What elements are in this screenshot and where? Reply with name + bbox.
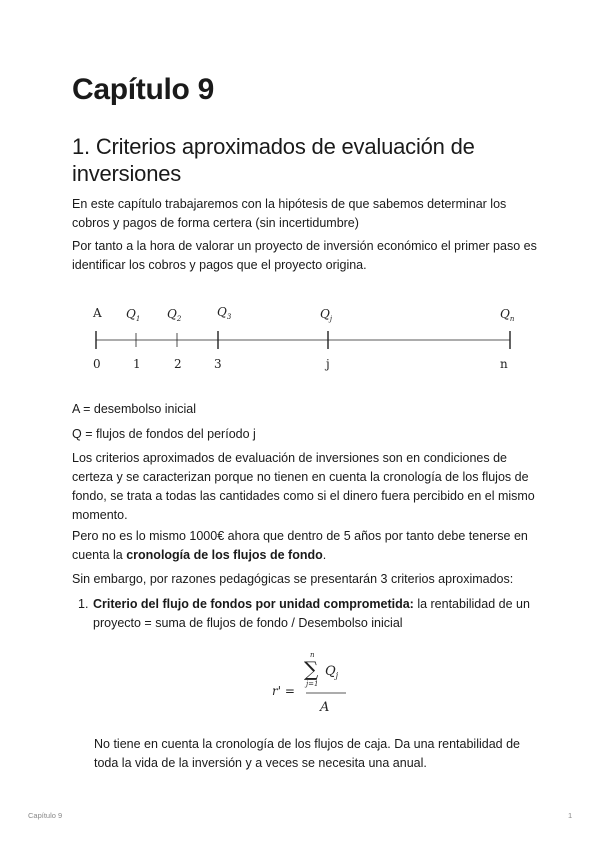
- timeline-top-label-1: $Q_1$: [126, 307, 141, 323]
- timeline-top-label-3: $Q_3$: [217, 305, 232, 321]
- timeline-bottom-label-n: n: [500, 357, 508, 371]
- timeline-top-label-0: A: [93, 306, 102, 320]
- list-item: [78, 595, 533, 633]
- paragraph-first-step: Por tanto a la hora de valorar un proyecto de inversión económico el primer paso es identificar los cobros y pagos que el proyecto origina.: [72, 239, 537, 272]
- paragraph-three-criteria: Sin embargo, por razones pedagógicas se presentarán 3 criterios aproximados:: [72, 572, 514, 586]
- timeline-bottom-label-1: 1: [133, 357, 141, 371]
- definition-a: A = desembolso inicial: [72, 402, 197, 416]
- chapter-title: Capítulo 9: [72, 73, 215, 106]
- formula-rentabilidad: [270, 648, 360, 718]
- criterion-title: Criterio del flujo de fondos por unidad comprometida:: [93, 597, 414, 611]
- paragraph-intro: En este capítulo trabajaremos con la hipótesis de que sabemos determinar los cobros y pagos de forma certera (sin incertidumbre): [72, 197, 507, 230]
- paragraph-criteria-description: Los criterios aproximados de evaluación de inversiones son en condiciones de certeza y se caracterizan porque no tienen en cuenta la cronología de los flujos de fondo, se trata a todas las cantidades como si el dinero fuera percibido en el mismo momento.: [72, 451, 535, 522]
- timeline-top-label-j: $Q_j$: [320, 307, 333, 323]
- section-title: 1. Criterios aproximados de evaluación de inversiones: [72, 134, 475, 186]
- chronology-emphasis: cronología de los flujos de fondo: [126, 548, 323, 562]
- timeline-top-label-n: $Q_n$: [500, 307, 515, 323]
- cash-flow-timeline: [86, 298, 526, 378]
- paragraph-chronology: Pero no es lo mismo 1000€ ahora que dentro de 5 años por tanto debe tenerse en cuenta la cronología de los flujos de fondo.: [72, 529, 528, 562]
- formula-denominator: A: [320, 700, 330, 715]
- timeline-bottom-label-j: j: [326, 357, 330, 371]
- timeline-top-label-2: $Q_2$: [167, 307, 182, 323]
- formula-sum-lower: j=1: [306, 680, 319, 688]
- timeline-bottom-label-3: 3: [214, 357, 222, 371]
- formula-lhs: r' =: [272, 684, 295, 698]
- criterion-note: No tiene en cuenta la cronología de los flujos de caja. Da una rentabilidad de toda la vida de la inversión y a veces se necesita una anual.: [94, 737, 520, 770]
- list-number: 1.: [78, 597, 89, 611]
- footer-page-number: 1: [568, 811, 573, 820]
- sum-symbol-icon: ∑: [304, 657, 319, 681]
- timeline-bottom-label-2: 2: [174, 357, 182, 371]
- timeline-bottom-label-0: 0: [93, 357, 101, 371]
- footer-chapter: Capítulo 9: [28, 811, 63, 820]
- formula-sum-upper: n: [310, 651, 315, 659]
- criterion-description: la rentabilidad de un proyecto = suma de flujos de fondo / Desembolso inicial: [93, 597, 530, 630]
- formula-term: $Q_j$: [325, 664, 339, 680]
- definition-q: Q = flujos de fondos del período j: [72, 427, 256, 441]
